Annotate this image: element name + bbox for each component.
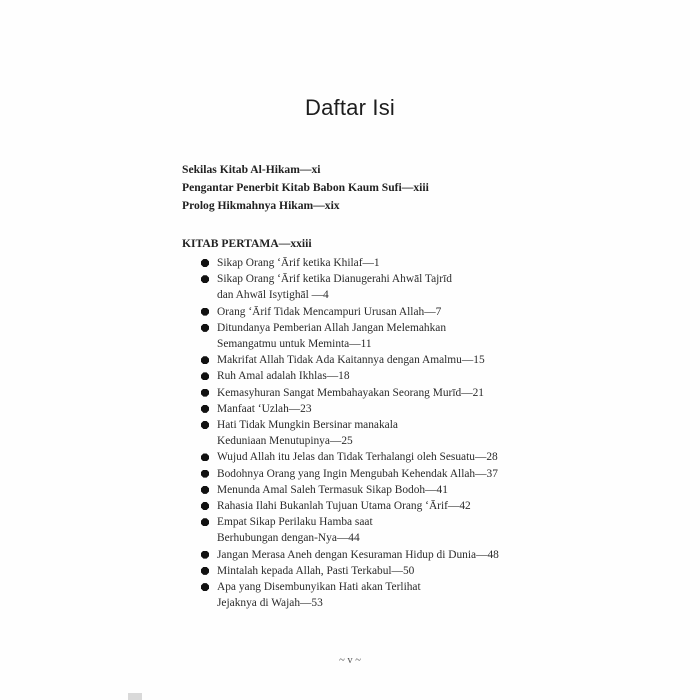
toc-entry-line: Semangatmu untuk Meminta—11 — [217, 338, 372, 351]
toc-entry — [182, 352, 522, 368]
toc-entry-line: Orang ‘Ārif Tidak Mencampuri Urusan Allah—7 — [217, 305, 442, 318]
toc-front-matter-item: Sekilas Kitab Al-Hikam—xi — [182, 163, 321, 176]
toc-entry-line: Hati Tidak Mungkin Bersinar manakala — [217, 419, 398, 432]
toc-entry — [182, 547, 522, 563]
bullet-icon — [201, 421, 209, 429]
front-matter-list — [182, 161, 512, 215]
bullet-icon — [201, 486, 209, 494]
toc-entry-line: Ditundanya Pemberian Allah Jangan Melemahkan — [217, 321, 447, 334]
bullet-icon — [201, 275, 209, 283]
bullet-icon — [201, 259, 209, 267]
bullet-icon — [201, 551, 209, 559]
toc-entry-line: Empat Sikap Perilaku Hamba saat — [217, 516, 373, 529]
toc-entry — [182, 449, 522, 465]
bullet-icon — [201, 405, 209, 413]
toc-entry — [182, 304, 522, 320]
toc-entry-line: Sikap Orang ‘Ārif ketika Khilaf—1 — [217, 257, 380, 269]
toc-entry-line: Menunda Amal Saleh Termasuk Sikap Bodoh—41 — [217, 483, 448, 496]
toc-entry-line: Ruh Amal adalah Ikhlas—18 — [217, 370, 350, 383]
toc-entry — [182, 417, 522, 449]
bullet-icon — [201, 356, 209, 364]
toc-entry — [182, 255, 522, 271]
toc-entry — [182, 368, 522, 384]
toc-entry — [182, 482, 522, 498]
bullet-icon — [201, 308, 209, 316]
page-title: Daftar Isi — [304, 95, 396, 120]
toc-entry-line: Berhubungan dengan-Nya—44 — [217, 532, 360, 545]
toc-entry — [182, 320, 522, 352]
bullet-icon — [201, 389, 209, 397]
toc-entry-line: Keduniaan Menutupinya—25 — [217, 435, 353, 448]
page-number: ~ v ~ — [339, 655, 361, 666]
toc-front-matter-item: Prolog Hikmahnya Hikam—xix — [182, 199, 340, 212]
toc-entry-line: dan Ahwāl Isytighāl —4 — [217, 289, 329, 302]
bullet-icon — [201, 324, 209, 332]
toc-entry — [182, 401, 522, 417]
toc-entry — [182, 514, 522, 546]
toc-entry-line: Bodohnya Orang yang Ingin Mengubah Kehendak Allah—37 — [217, 467, 498, 480]
toc-entry-line: Makrifat Allah Tidak Ada Kaitannya dengan Amalmu—15 — [217, 354, 485, 367]
toc-entry — [182, 271, 522, 303]
toc-entry-line: Manfaat ‘Uzlah—23 — [217, 402, 312, 415]
toc-entry-line: Apa yang Disembunyikan Hati akan Terlihat — [217, 581, 421, 594]
toc-entry — [182, 498, 522, 514]
toc-entry — [182, 466, 522, 482]
bullet-icon — [201, 470, 209, 478]
bullet-icon — [201, 583, 209, 591]
toc-section-kitab-pertama — [182, 236, 522, 611]
toc-entry-line: Jejaknya di Wajah—53 — [217, 597, 323, 610]
toc-entry-line: Wujud Allah itu Jelas dan Tidak Terhalangi oleh Sesuatu—28 — [217, 451, 498, 464]
toc-front-matter-item: Pengantar Penerbit Kitab Babon Kaum Sufi—xiii — [182, 181, 429, 194]
toc-entry-list — [182, 255, 522, 611]
scan-artifact — [128, 693, 142, 700]
toc-entry-line: Mintalah kepada Allah, Pasti Terkabul—50 — [217, 564, 415, 577]
toc-entry — [182, 563, 522, 579]
toc-entry-line: Rahasia Ilahi Bukanlah Tujuan Utama Orang ‘Ārif—42 — [217, 500, 471, 513]
bullet-icon — [201, 453, 209, 461]
toc-entry — [182, 579, 522, 611]
bullet-icon — [201, 372, 209, 380]
toc-entry-line: Jangan Merasa Aneh dengan Kesuraman Hidup di Dunia—48 — [217, 548, 499, 561]
bullet-icon — [201, 502, 209, 510]
section-heading: KITAB PERTAMA—xxiii — [182, 237, 312, 250]
bullet-icon — [201, 567, 209, 575]
toc-entry-line: Sikap Orang ‘Ārif ketika Dianugerahi Ahwāl Tajrīd — [217, 273, 452, 286]
toc-entry — [182, 385, 522, 401]
bullet-icon — [201, 518, 209, 526]
toc-entry-line: Kemasyhuran Sangat Membahayakan Seorang Murīd—21 — [217, 386, 484, 399]
